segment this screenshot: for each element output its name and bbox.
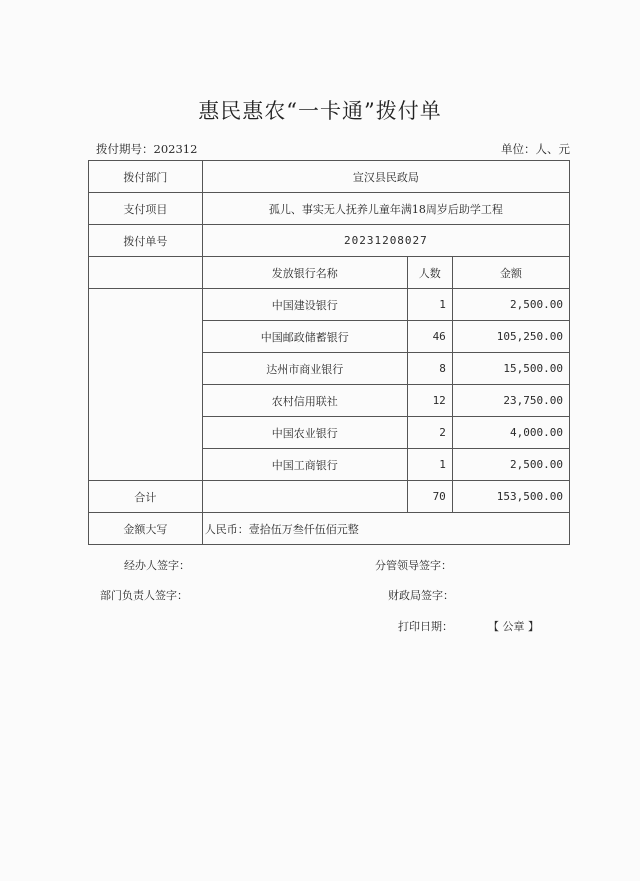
bank-group-cell [89, 289, 203, 481]
bank-name: 中国农业银行 [202, 417, 407, 449]
bank-count: 2 [407, 417, 452, 449]
project-value: 孤儿、事实无人抚养儿童年满18周岁后助学工程 [202, 193, 569, 225]
total-amount: 153,500.00 [452, 481, 569, 513]
bank-name: 达州市商业银行 [202, 353, 407, 385]
leader-signature-label: 分管领导签字： [375, 559, 452, 572]
finance-signature-label: 财政局签字： [388, 589, 454, 602]
uppercase-value: 人民币：壹拾伍万叁仟伍佰元整 [202, 513, 569, 545]
total-row [89, 481, 570, 513]
unit-label: 单位：人、元 [501, 142, 570, 156]
uppercase-row [89, 513, 570, 545]
bank-amount: 23,750.00 [452, 385, 569, 417]
project-row [89, 193, 570, 225]
dept-head-signature-label: 部门负责人签字： [100, 589, 188, 602]
total-count: 70 [407, 481, 452, 513]
handler-signature-label: 经办人签字： [124, 559, 190, 572]
voucher-label: 拨付单号 [89, 225, 203, 257]
voucher-value: 20231208027 [202, 225, 569, 257]
bank-name: 中国工商银行 [202, 449, 407, 481]
bank-count: 12 [407, 385, 452, 417]
header-empty [89, 257, 203, 289]
print-date-label: 打印日期： [398, 620, 453, 633]
dept-value: 宣汉县民政局 [202, 161, 569, 193]
header-amount: 金额 [452, 257, 569, 289]
bank-count: 1 [407, 289, 452, 321]
header-bank: 发放银行名称 [202, 257, 407, 289]
document-title: 惠民惠农“一卡通”拨付单 [198, 99, 442, 123]
bank-amount: 105,250.00 [452, 321, 569, 353]
bank-amount: 2,500.00 [452, 449, 569, 481]
dept-label: 拨付部门 [89, 161, 203, 193]
bank-name: 农村信用联社 [202, 385, 407, 417]
total-empty [202, 481, 407, 513]
bank-name: 中国建设银行 [202, 289, 407, 321]
bank-count: 1 [407, 449, 452, 481]
voucher-row [89, 225, 570, 257]
bank-header-row [89, 257, 570, 289]
disbursement-table [88, 160, 570, 545]
bank-amount: 4,000.00 [452, 417, 569, 449]
total-label: 合计 [89, 481, 203, 513]
bank-count: 46 [407, 321, 452, 353]
bank-amount: 2,500.00 [452, 289, 569, 321]
bank-amount: 15,500.00 [452, 353, 569, 385]
table-row [89, 289, 570, 321]
uppercase-label: 金额大写 [89, 513, 203, 545]
project-label: 支付项目 [89, 193, 203, 225]
dept-row [89, 161, 570, 193]
period-number: 拨付期号：202312 [96, 142, 198, 156]
bank-count: 8 [407, 353, 452, 385]
header-count: 人数 [407, 257, 452, 289]
official-seal-label: 【 公章 】 [488, 620, 539, 633]
bank-name: 中国邮政储蓄银行 [202, 321, 407, 353]
